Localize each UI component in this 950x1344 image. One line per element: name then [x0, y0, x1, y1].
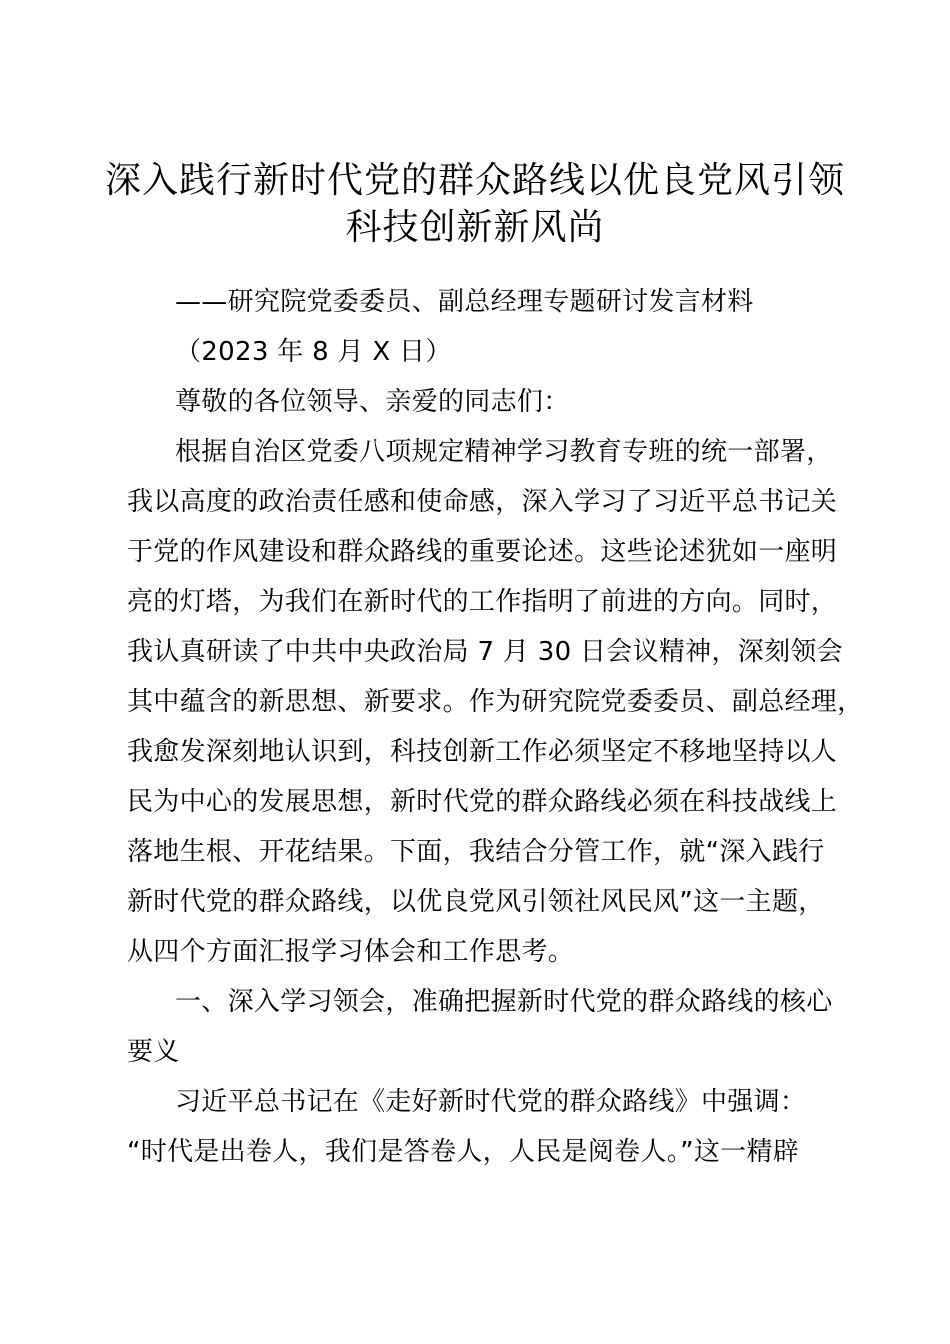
paragraph-line: 我以高度的政治责任感和使命感，深入学习了习近平总书记关: [127, 487, 838, 517]
document-title-line-1: 深入践行新时代党的群众路线以优良党风引领: [104, 160, 845, 201]
document-subtitle: ——研究院党委委员、副总经理专题研讨发言材料: [175, 287, 754, 317]
paragraph-line: 根据自治区党委八项规定精神学习教育专班的统一部署，: [175, 437, 833, 467]
paragraph-line: 习近平总书记在《走好新时代党的群众路线》中强调：: [175, 1087, 807, 1117]
paragraph-line: 其中蕴含的新思想、新要求。作为研究院党委委员、副总经理，: [127, 687, 864, 717]
paragraph-line: 落地生根、开花结果。下面，我结合分管工作，就“深入践行: [127, 837, 825, 867]
paragraph-line: 新时代党的群众路线，以优良党风引领社风民风”这一主题，: [127, 887, 825, 917]
document-title-line-2: 科技创新新风尚: [345, 207, 605, 248]
paragraph-line: 我认真研读了中共中央政治局 7 月 30 日会议精神，深刻领会: [127, 637, 843, 667]
paragraph-line: 我愈发深刻地认识到，科技创新工作必须坚定不移地坚持以人: [127, 737, 838, 767]
salutation: 尊敬的各位领导、亲爱的同志们：: [175, 387, 570, 417]
section-heading-line: 一、深入学习领会，准确把握新时代党的群众路线的核心: [175, 987, 833, 1017]
section-heading-line: 要义: [127, 1037, 180, 1067]
paragraph-line: “时代是出卷人，我们是答卷人，人民是阅卷人。”这一精辟: [127, 1137, 800, 1167]
paragraph-line: 亮的灯塔，为我们在新时代的工作指明了前进的方向。同时，: [127, 587, 838, 617]
paragraph-line: 于党的作风建设和群众路线的重要论述。这些论述犹如一座明: [127, 537, 838, 567]
paragraph-line: 从四个方面汇报学习体会和工作思考。: [127, 937, 575, 967]
document-date: （2023 年 8 月 X 日）: [175, 337, 452, 367]
paragraph-line: 民为中心的发展思想，新时代党的群众路线必须在科技战线上: [127, 787, 838, 817]
